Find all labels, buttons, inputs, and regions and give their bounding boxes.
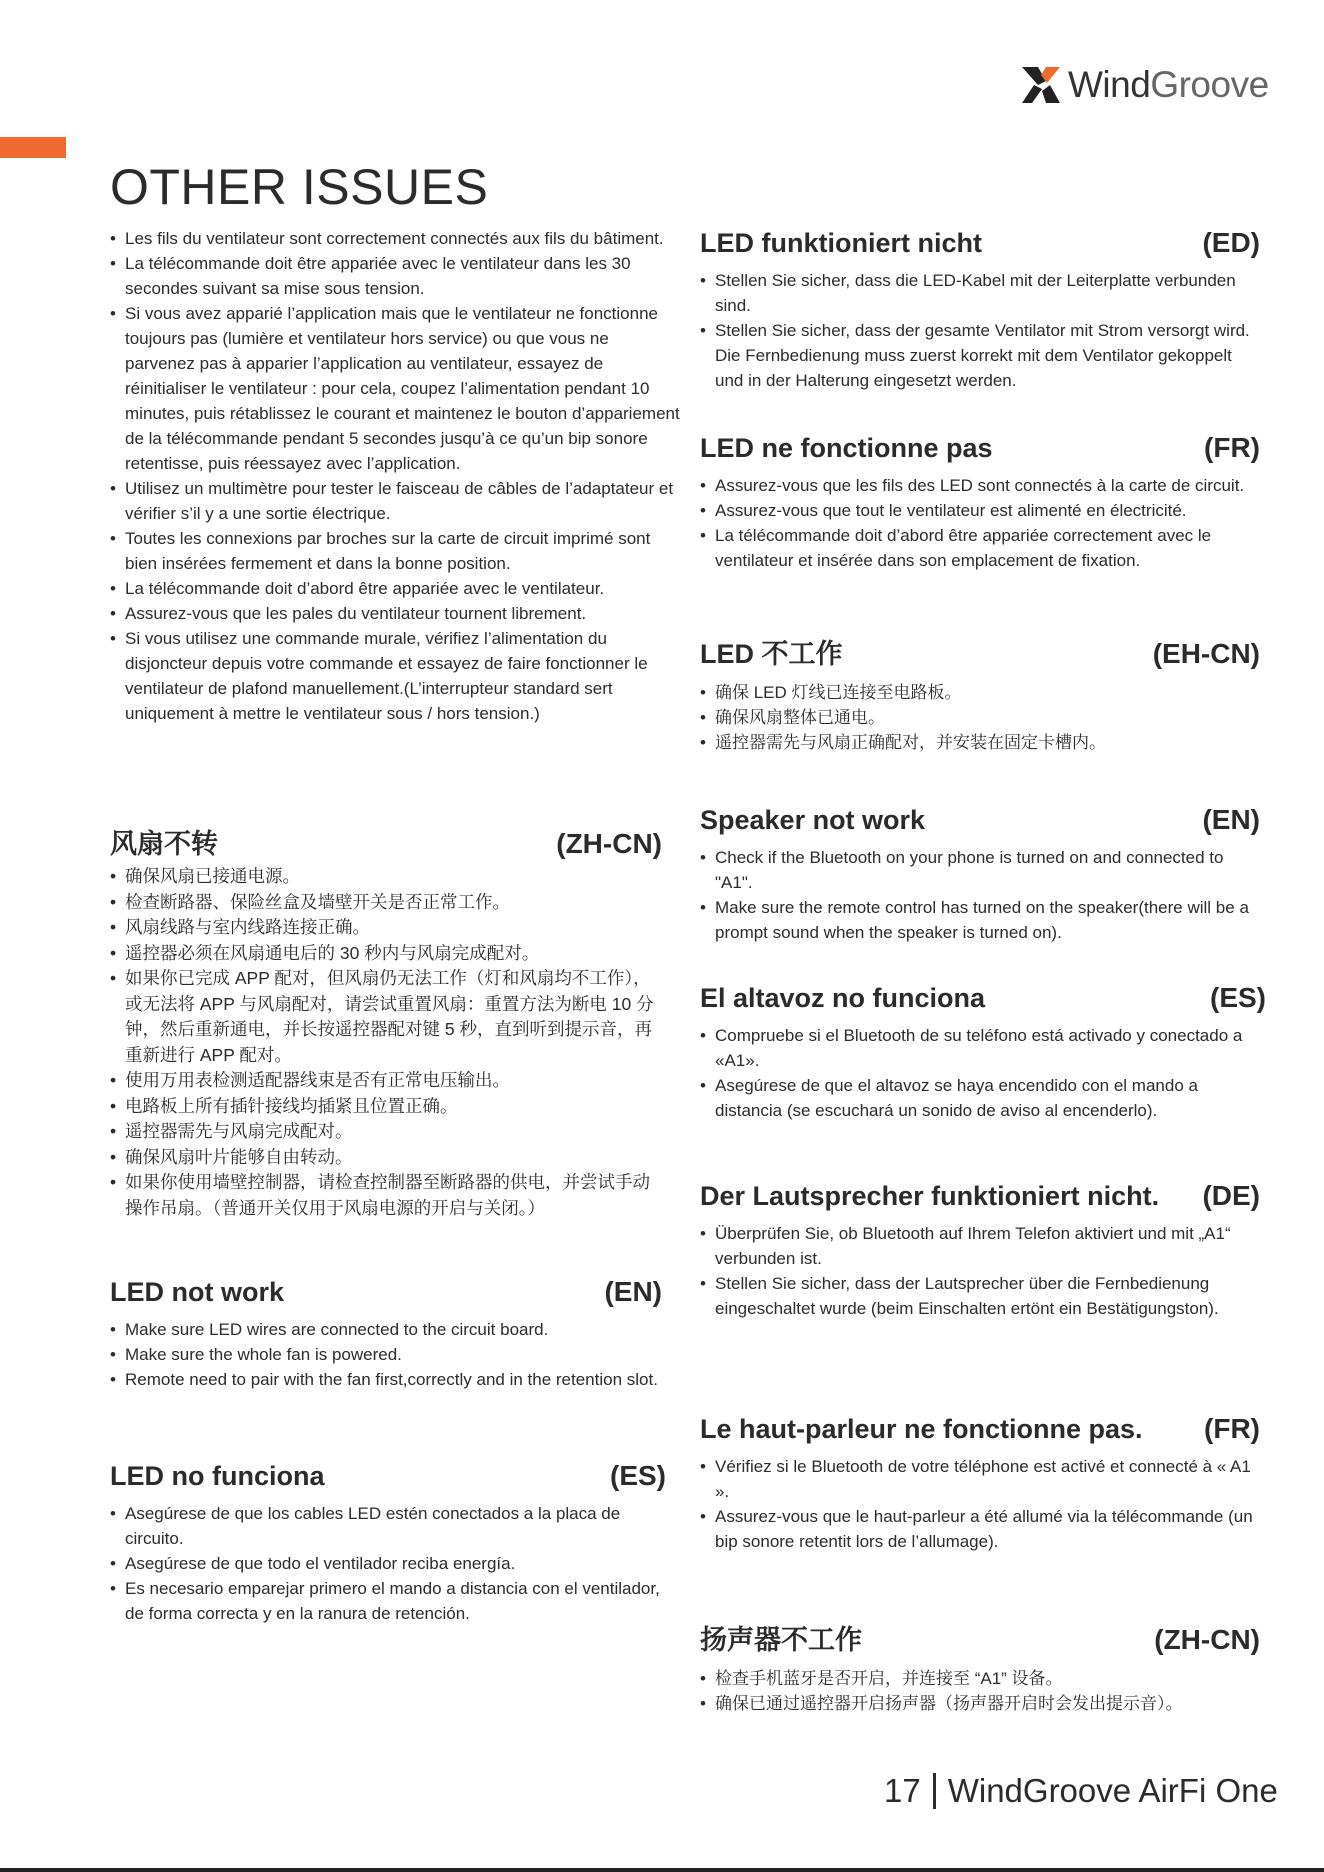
led-en-list: [110, 1317, 662, 1392]
section-heading: [110, 822, 662, 861]
list-item: • Remote need to pair with the fan first,correctly and in the retention slot.: [110, 1367, 662, 1392]
section-heading: [700, 1413, 1260, 1445]
language-code: (EN): [604, 1276, 662, 1307]
led-fr-section: [700, 432, 1260, 573]
section-heading: [700, 632, 1260, 671]
language-code: (ZH-CN): [556, 828, 662, 859]
language-code: (FR): [1204, 432, 1260, 463]
list-item: • Assurez-vous que les fils des LED sont connectés à la carte de circuit.: [700, 473, 1260, 498]
list-item: • 确保风扇叶片能够自由转动。: [110, 1145, 662, 1171]
list-item: • 遥控器需先与风扇完成配对。: [110, 1119, 662, 1145]
list-item: • Stellen Sie sicher, dass die LED-Kabel mit der Leiterplatte verbunden sind.: [700, 268, 1260, 318]
language-code: (DE): [1202, 1180, 1260, 1211]
list-item: • Überprüfen Sie, ob Bluetooth auf Ihrem Telefon aktiviert und mit „A1“ verbunden ist.: [700, 1221, 1260, 1271]
list-item: • La télécommande doit d’abord être appariée avec le ventilateur.: [110, 576, 682, 601]
language-code: (EH-CN): [1152, 638, 1260, 669]
list-item: • Make sure the remote control has turned on the speaker(there will be a prompt sound when the speaker is turned on).: [700, 895, 1260, 945]
section-heading: [700, 432, 1260, 464]
list-item: • 确保风扇整体已通电。: [700, 705, 1260, 730]
speaker-es-list: [700, 1023, 1266, 1123]
section-heading: [700, 1180, 1260, 1212]
list-item: • La télécommande doit être appariée avec le ventilateur dans les 30 secondes suivant sa mise sous tension.: [110, 251, 682, 301]
led-zh-section: [700, 632, 1260, 755]
page-number: 17: [884, 1772, 921, 1809]
list-item: • Assurez-vous que le haut-parleur a été allumé via la télécommande (un bip sonore retentit lors de l’allumage).: [700, 1504, 1260, 1554]
language-code: (ED): [1202, 227, 1260, 258]
list-item: • Vérifiez si le Bluetooth de votre téléphone est activé et connecté à « A1 ».: [700, 1454, 1260, 1504]
list-item: • Assurez-vous que tout le ventilateur est alimenté en électricité.: [700, 498, 1260, 523]
windgroove-logo-icon: [1020, 65, 1062, 105]
led-en-section: [110, 1276, 662, 1392]
list-item: • Make sure the whole fan is powered.: [110, 1342, 662, 1367]
list-item: • Stellen Sie sicher, dass der gesamte Ventilator mit Strom versorgt wird. Die Fernbedienung muss zuerst korrekt mit dem Ventilator gekoppelt und in der Halterung eingesetzt werden.: [700, 318, 1260, 393]
section-title: LED not work: [110, 1277, 284, 1307]
section-title: LED ne fonctionne pas: [700, 433, 993, 463]
logo-text: [1068, 64, 1269, 106]
speaker-de-section: [700, 1180, 1260, 1321]
led-es-section: [110, 1460, 666, 1626]
list-item: • Asegúrese de que el altavoz se haya encendido con el mando a distancia (se escuchará un sonido de aviso al encenderlo).: [700, 1073, 1266, 1123]
list-item: • 确保 LED 灯线已连接至电路板。: [700, 680, 1260, 705]
section-title: El altavoz no funciona: [700, 983, 986, 1013]
list-item: • 风扇线路与室内线路连接正确。: [110, 915, 662, 941]
section-title: 风扇不转: [110, 829, 218, 859]
list-item: • La télécommande doit d’abord être appariée correctement avec le ventilateur et insérée dans son emplacement de fixation.: [700, 523, 1260, 573]
language-code: (ES): [1210, 982, 1266, 1013]
list-item: • Assurez-vous que les pales du ventilateur tournent librement.: [110, 601, 682, 626]
speaker-zh-section: [700, 1618, 1260, 1716]
language-code: (ZH-CN): [1154, 1624, 1260, 1655]
speaker-es-section: [700, 982, 1266, 1123]
led-zh-list: [700, 680, 1260, 755]
fr-general-section: [110, 226, 682, 726]
section-title: Der Lautsprecher funktioniert nicht.: [700, 1181, 1160, 1211]
list-item: • 电路板上所有插针接线均插紧且位置正确。: [110, 1094, 662, 1120]
speaker-en-list: [700, 845, 1260, 945]
led-de-section: [700, 227, 1260, 393]
speaker-en-section: [700, 804, 1260, 945]
list-item: • Asegúrese de que los cables LED estén conectados a la placa de circuito.: [110, 1501, 666, 1551]
section-title: 扬声器不工作: [700, 1625, 862, 1655]
logo-wind: Wind: [1068, 64, 1151, 105]
list-item: • Toutes les connexions par broches sur la carte de circuit imprimé sont bien insérées fermement et dans la bonne position.: [110, 526, 682, 576]
page-footer: [884, 1772, 1278, 1810]
list-item: • 遥控器需先与风扇正确配对，并安装在固定卡槽内。: [700, 730, 1260, 755]
list-item: • Stellen Sie sicher, dass der Lautsprecher über die Fernbedienung eingeschaltet wurde (beim Einschalten ertönt ein Bestätigungston).: [700, 1271, 1260, 1321]
led-fr-list: [700, 473, 1260, 573]
language-code: (EN): [1202, 804, 1260, 835]
footer-divider: [933, 1773, 936, 1809]
section-title: LED funktioniert nicht: [700, 228, 982, 258]
section-heading: [700, 982, 1266, 1014]
speaker-de-list: [700, 1221, 1260, 1321]
zh-fan-list: [110, 864, 662, 1221]
section-heading: [700, 227, 1260, 259]
section-heading: [110, 1460, 666, 1492]
zh-fan-section: [110, 822, 662, 1221]
section-heading: [700, 804, 1260, 836]
list-item: • Es necesario emparejar primero el mando a distancia con el ventilador, de forma correcta y en la ranura de retención.: [110, 1576, 666, 1626]
led-de-list: [700, 268, 1260, 393]
list-item: • Check if the Bluetooth on your phone is turned on and connected to "A1".: [700, 845, 1260, 895]
list-item: • 检查断路器、保险丝盒及墙壁开关是否正常工作。: [110, 890, 662, 916]
logo-groove: Groove: [1150, 64, 1269, 105]
list-item: • 如果你使用墙壁控制器，请检查控制器至断路器的供电，并尝试手动操作吊扇。（普通开关仅用于风扇电源的开启与关闭。）: [110, 1170, 662, 1221]
speaker-fr-list: [700, 1454, 1260, 1554]
list-item: • Si vous avez apparié l’application mais que le ventilateur ne fonctionne toujours pas (lumière et ventilateur hors service) ou que vous ne parvenez pas à apparier l’application au ventilateur, essayez de réinitialiser le ventilateur : pour cela, coupez l’alimentation pendant 10 minutes, puis rétablissez le courant et maintenez le bouton d’appariement de la télécommande pendant 5 secondes jusqu’à ce qu’un bip sonore retentisse, puis réessayez avec l’application.: [110, 301, 682, 476]
list-item: • 使用万用表检测适配器线束是否有正常电压输出。: [110, 1068, 662, 1094]
section-heading: [110, 1276, 662, 1308]
list-item: • 检查手机蓝牙是否开启，并连接至 “A1” 设备。: [700, 1666, 1260, 1691]
list-item: • 确保已通过遥控器开启扬声器（扬声器开启时会发出提示音）。: [700, 1691, 1260, 1716]
list-item: • 如果你已完成 APP 配对，但风扇仍无法工作（灯和风扇均不工作），或无法将 APP 与风扇配对，请尝试重置风扇：重置方法为断电 10 分钟，然后重新通电，并长按遥控器配对键 5 秒，直到听到提示音，再重新进行 APP 配对。: [110, 966, 662, 1068]
list-item: • 遥控器必须在风扇通电后的 30 秒内与风扇完成配对。: [110, 941, 662, 967]
brand-logo: [1020, 64, 1269, 106]
page-title: OTHER ISSUES: [110, 159, 489, 215]
speaker-zh-list: [700, 1666, 1260, 1716]
product-name: WindGroove AirFi One: [947, 1772, 1278, 1809]
language-code: (ES): [610, 1460, 666, 1491]
bottom-rule: [0, 1868, 1324, 1872]
orange-accent-tab: [0, 137, 66, 158]
led-es-list: [110, 1501, 666, 1626]
list-item: • Compruebe si el Bluetooth de su teléfono está activado y conectado a «A1».: [700, 1023, 1266, 1073]
section-heading: [700, 1618, 1260, 1657]
section-title: Speaker not work: [700, 805, 926, 835]
fr-general-list: [110, 226, 682, 726]
list-item: • Les fils du ventilateur sont correctement connectés aux fils du bâtiment.: [110, 226, 682, 251]
list-item: • Make sure LED wires are connected to the circuit board.: [110, 1317, 662, 1342]
section-title: Le haut-parleur ne fonctionne pas.: [700, 1414, 1143, 1444]
language-code: (FR): [1204, 1413, 1260, 1444]
section-title: LED no funciona: [110, 1461, 325, 1491]
list-item: • Si vous utilisez une commande murale, vérifiez l’alimentation du disjoncteur depuis votre commande et essayez de faire fonctionner le ventilateur de plafond manuellement.(L’interrupteur standard sert uniquement à mettre le ventilateur sous / hors tension.): [110, 626, 682, 726]
list-item: • 确保风扇已接通电源。: [110, 864, 662, 890]
section-title: LED 不工作: [700, 639, 843, 669]
speaker-fr-section: [700, 1413, 1260, 1554]
list-item: • Asegúrese de que todo el ventilador reciba energía.: [110, 1551, 666, 1576]
list-item: • Utilisez un multimètre pour tester le faisceau de câbles de l’adaptateur et vérifier s’il y a une sortie électrique.: [110, 476, 682, 526]
